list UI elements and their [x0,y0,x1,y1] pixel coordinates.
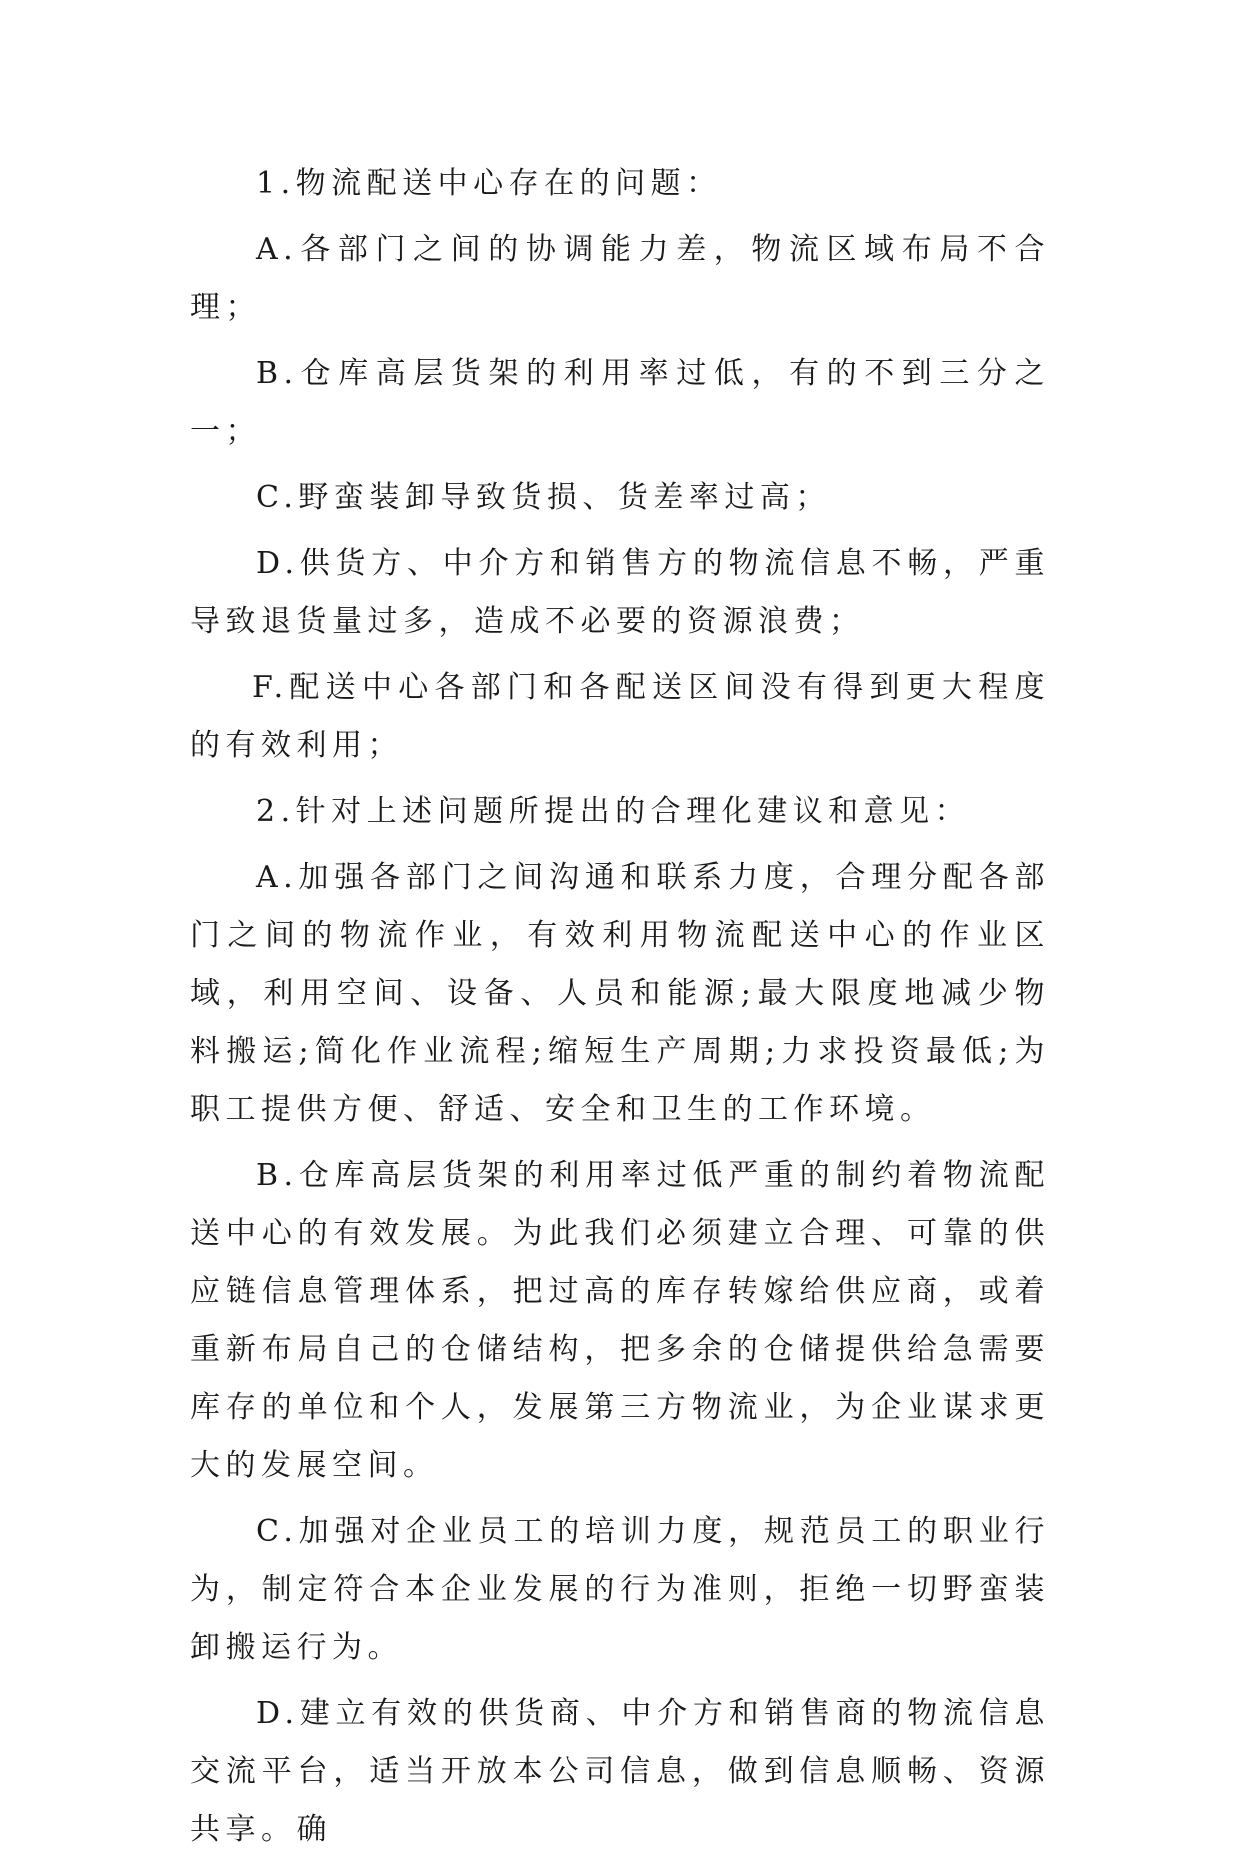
suggestion-item-b: B.仓库高层货架的利用率过低严重的制约着物流配送中心的有效发展。为此我们必须建立合理、可靠的供应链信息管理体系，把过高的库存转嫁给供应商，或着重新布局自己的仓储结构，把多余的仓储提供给急需要库存的单位和个人，发展第三方物流业，为企业谋求更大的发展空间。 [190,1158,1050,1483]
problem-item-d: D.供货方、中介方和销售方的物流信息不畅，严重导致退货量过多，造成不必要的资源浪费； [190,546,1050,639]
suggestion-item-a: A.加强各部门之间沟通和联系力度，合理分配各部门之间的物流作业，有效利用物流配送中心的作业区域，利用空间、设备、人员和能源;最大限度地减少物料搬运;简化作业流程;缩短生产周期;力求投资最低;为职工提供方便、舒适、安全和卫生的工作环境。 [190,860,1050,1127]
problem-item-f: F.配送中心各部门和各配送区间没有得到更大程度的有效利用； [190,670,1050,763]
suggestion-item-d: D.建立有效的供货商、中介方和销售商的物流信息交流平台，适当开放本公司信息，做到信息顺畅、资源共享。确 [190,1696,1050,1847]
heading-problems: 1.物流配送中心存在的问题： [256,166,722,201]
problem-item-a: A.各部门之间的协调能力差，物流区域布局不合理； [190,232,1050,325]
problem-item-c: C.野蛮装卸导致货损、货差率过高； [256,480,831,515]
suggestion-item-c: C.加强对企业员工的培训力度，规范员工的职业行为，制定符合本企业发展的行为准则，拒绝一切野蛮装卸搬运行为。 [190,1514,1050,1665]
document-body [190,155,1050,1867]
heading-suggestions: 2.针对上述问题所提出的合理化建议和意见： [256,794,971,829]
problem-item-b: B.仓库高层货架的利用率过低，有的不到三分之一； [190,356,1050,449]
